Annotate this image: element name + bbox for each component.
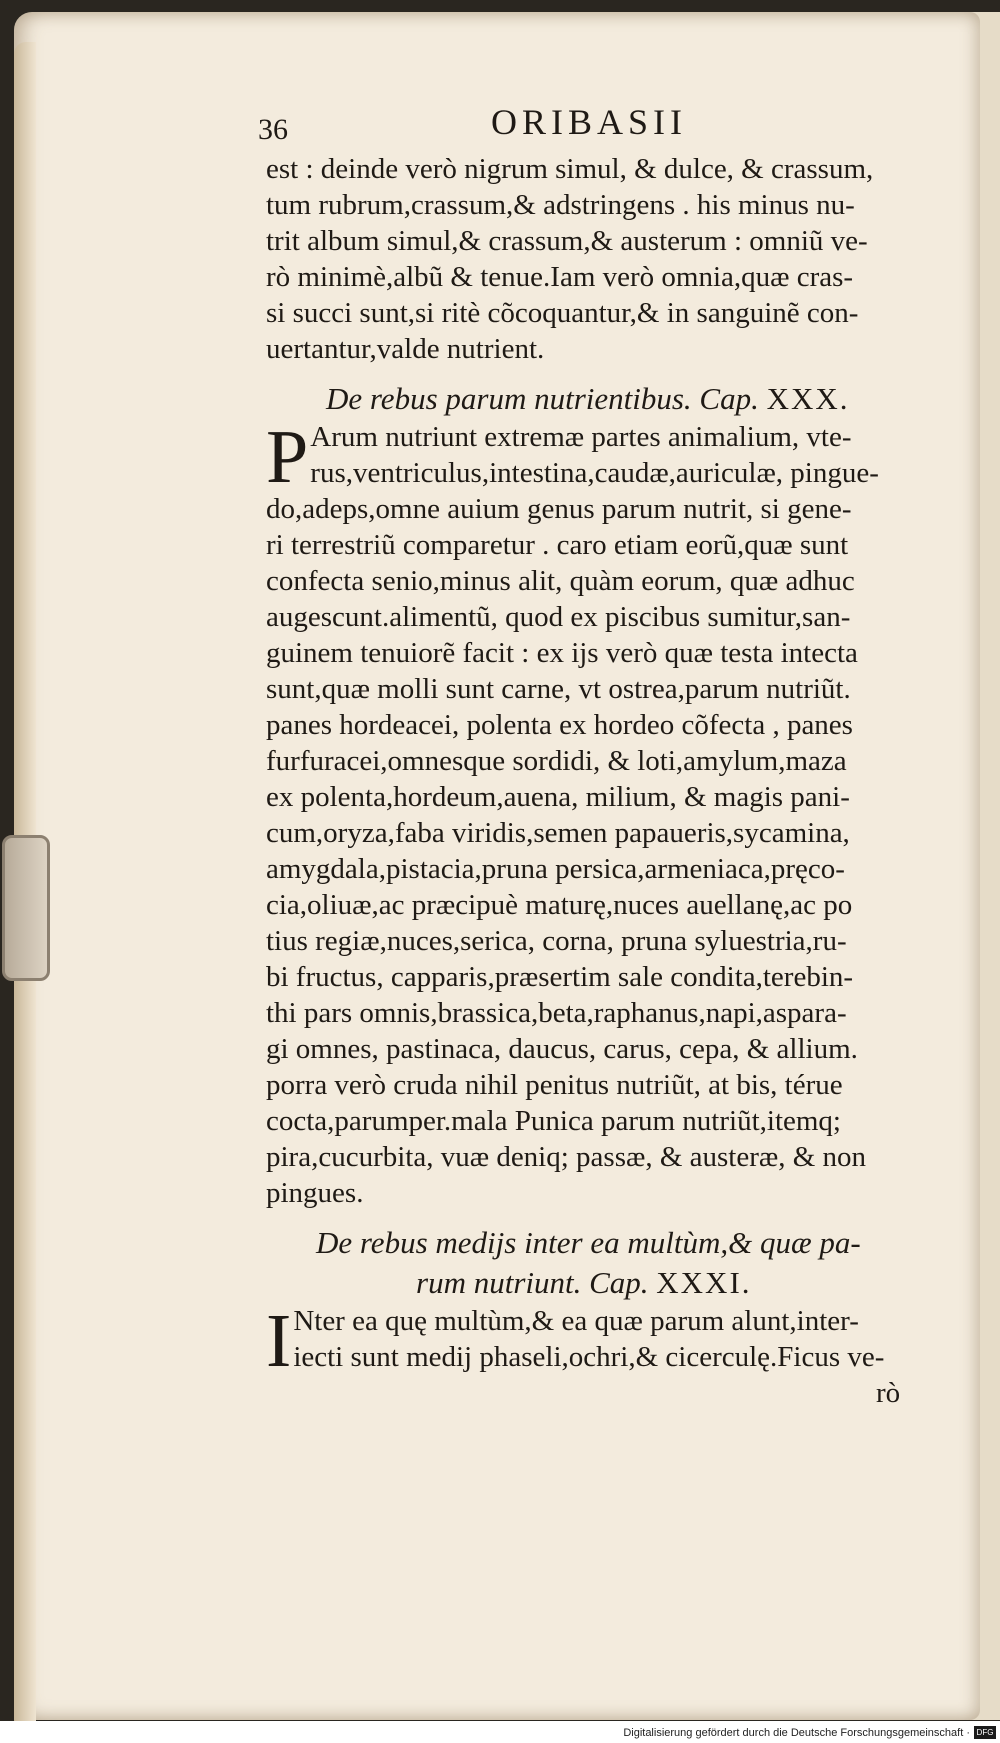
text-line: Arum nutriunt extremæ partes animalium, vte-: [310, 421, 852, 453]
chapter-30-title: De rebus parum nutrientibus. Cap.: [326, 381, 759, 416]
text-line: confecta senio,minus alit, quàm eorum, quæ adhuc: [266, 565, 855, 597]
text-line: ri terrestriũ comparetur . caro etiam eorũ,quæ sunt: [266, 529, 849, 561]
text-line: sunt,quæ molli sunt carne, vt ostrea,parum nutriũt.: [266, 673, 851, 705]
text-line: iecti sunt medij phaseli,ochri,& cicerculę.Ficus ve-: [293, 1341, 885, 1373]
footer-credit: Digitalisierung gefördert durch die Deutsche Forschungsgemeinschaft ·: [623, 1727, 970, 1739]
dropcap-p: P: [266, 415, 309, 499]
text-line: porra verò cruda nihil penitus nutriũt, at bis, térue: [266, 1069, 843, 1101]
top-paragraph: [266, 151, 956, 367]
text-line: bi fructus, capparis,præsertim sale condita,terebin-: [266, 961, 854, 993]
text-line: cocta,parumper.mala Punica parum nutriũt,itemq;: [266, 1105, 841, 1137]
chapter-30-heading: [266, 379, 956, 419]
text-line: gi omnes, pastinaca, daucus, carus, cepa, & allium.: [266, 1033, 858, 1065]
text-line: rò minimè,albũ & tenue.Iam verò omnia,quæ cras-: [266, 261, 854, 293]
page-header: [258, 95, 956, 151]
text-line: pingues.: [266, 1177, 364, 1209]
dfg-logo-icon: DFG: [974, 1726, 996, 1739]
text-line: thi pars omnis,brassica,beta,raphanus,napi,aspara-: [266, 997, 847, 1029]
text-line: trit album simul,& crassum,& austerum : omniũ ve-: [266, 225, 868, 257]
text-line: ex polenta,hordeum,auena, milium, & magis pani-: [266, 781, 850, 813]
catchword: rò: [876, 1377, 901, 1409]
text-line: uertantur,valde nutrient.: [266, 333, 545, 365]
chapter-31-title: rum nutriunt. Cap.: [416, 1265, 649, 1300]
text-line: panes hordeacei, polenta ex hordeo cõfecta , panes: [266, 709, 853, 741]
text-line: amygdala,pistacia,pruna persica,armeniaca,pręco-: [266, 853, 845, 885]
text-line: furfuracei,omnesque sordidi, & loti,amylum,maza: [266, 745, 847, 777]
text-line: guinem tenuiorẽ facit : ex ijs verò quæ testa intecta: [266, 637, 858, 669]
chapter-31-numeral: XXXI.: [656, 1265, 752, 1300]
chapter-31-heading-line1: De rebus medijs inter ea multùm,& quæ pa-: [316, 1225, 861, 1260]
footer-bar: [0, 1721, 1000, 1743]
chapter-31-heading-line2: [266, 1263, 956, 1303]
page-number: 36: [258, 113, 288, 146]
chapter-31-body: [266, 1299, 956, 1411]
chapter-30-numeral: XXX.: [766, 381, 850, 416]
page-text-block: [258, 95, 956, 1411]
chapter-30-body: [266, 415, 956, 1211]
text-line: do,adeps,omne auium genus parum nutrit, si gene-: [266, 493, 852, 525]
text-line: tius regiæ,nuces,serica, corna, pruna syluestria,ru-: [266, 925, 847, 957]
text-line: augescunt.alimentũ, quod ex piscibus sumitur,san-: [266, 601, 851, 633]
dropcap-i: I: [266, 1299, 292, 1383]
running-title: ORIBASII: [491, 102, 688, 142]
text-line: si succi sunt,si ritè cõcoquantur,& in sanguinẽ con-: [266, 297, 859, 329]
text-line: cum,oryza,faba viridis,semen papaueris,sycamina,: [266, 817, 850, 849]
text-line: cia,oliuæ,ac præcipuè maturę,nuces auellanę,ac po: [266, 889, 853, 921]
text-line: est : deinde verò nigrum simul, & dulce, & crassum,: [266, 153, 874, 185]
text-line: Nter ea quę multùm,& ea quæ parum alunt,inter-: [293, 1305, 859, 1337]
clasp-clip: [2, 835, 50, 981]
text-line: rus,ventriculus,intestina,caudæ,auriculæ, pingue-: [310, 457, 879, 489]
text-line: tum rubrum,crassum,& adstringens . his minus nu-: [266, 189, 855, 221]
text-line: pira,cucurbita, vuæ deniq; passæ, & austeræ, & non: [266, 1141, 867, 1173]
